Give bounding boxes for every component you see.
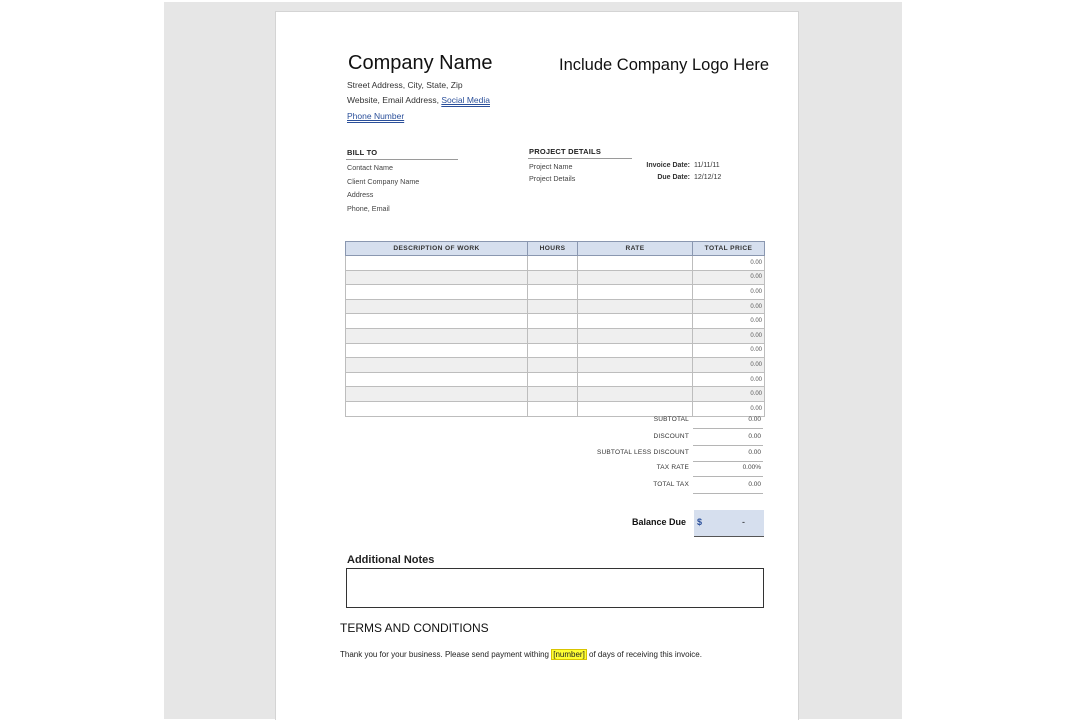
table-row: [346, 314, 765, 329]
rate-cell[interactable]: [578, 372, 693, 387]
due-date-label: Due Date:: [657, 174, 690, 181]
hours-cell[interactable]: [528, 285, 578, 300]
project-details-heading: PROJECT DETAILS: [529, 147, 602, 156]
table-row: [346, 372, 765, 387]
subtotal-label: SUBTOTAL: [653, 416, 689, 423]
description-cell[interactable]: [346, 299, 528, 314]
price-cell[interactable]: 0.00: [693, 387, 765, 402]
bill-to-divider: [346, 159, 458, 160]
street-address: Street Address, City, State, Zip: [347, 80, 463, 90]
rate-cell[interactable]: [578, 270, 693, 285]
total-tax-value: 0.00: [748, 481, 761, 488]
price-cell[interactable]: 0.00: [693, 299, 765, 314]
description-cell[interactable]: [346, 401, 528, 416]
rate-cell[interactable]: [578, 343, 693, 358]
table-row: [346, 387, 765, 402]
description-cell[interactable]: [346, 314, 528, 329]
description-cell[interactable]: [346, 387, 528, 402]
balance-due-label: Balance Due: [632, 517, 687, 527]
description-cell[interactable]: [346, 328, 528, 343]
subtotal-underline: [693, 428, 763, 429]
table-body: [346, 256, 765, 417]
discount-underline: [693, 445, 763, 446]
table-row: [346, 299, 765, 314]
additional-notes-title: Additional Notes: [347, 554, 435, 566]
hours-cell[interactable]: [528, 314, 578, 329]
hours-cell[interactable]: [528, 328, 578, 343]
hours-cell[interactable]: [528, 401, 578, 416]
subtotal-less-discount-label: SUBTOTAL LESS DISCOUNT: [596, 449, 689, 456]
rate-cell[interactable]: [578, 256, 693, 271]
additional-notes-box[interactable]: [346, 568, 764, 608]
hours-cell[interactable]: [528, 372, 578, 387]
bill-to-heading: BILL TO: [347, 148, 378, 157]
table-row: [346, 270, 765, 285]
invoice-date-label: Invoice Date:: [646, 162, 690, 169]
less-discount-underline: [693, 461, 763, 462]
rate-cell[interactable]: [578, 358, 693, 373]
column-header-description: DESCRIPTION OF WORK: [346, 242, 528, 256]
rate-cell[interactable]: [578, 299, 693, 314]
hours-cell[interactable]: [528, 270, 578, 285]
terms-text: [340, 650, 702, 659]
table-row: [346, 401, 765, 416]
price-cell[interactable]: 0.00: [693, 372, 765, 387]
tax-rate-value: 0.00%: [742, 464, 761, 471]
company-name: Company Name: [348, 52, 493, 74]
website-email: Website, Email Address,: [347, 95, 442, 105]
description-cell[interactable]: [346, 372, 528, 387]
invoice-page: [275, 11, 799, 720]
hours-cell[interactable]: [528, 358, 578, 373]
client-address: Address: [347, 190, 374, 199]
rate-cell[interactable]: [578, 387, 693, 402]
contact-line: [347, 95, 490, 105]
total-tax-underline: [693, 493, 763, 494]
hours-cell[interactable]: [528, 256, 578, 271]
phone-number-link[interactable]: Phone Number: [347, 111, 405, 121]
terms-text-start: Thank you for your business. Please send payment withing: [340, 650, 552, 659]
total-tax-label: TOTAL TAX: [653, 481, 689, 488]
tax-rate-underline: [693, 476, 763, 477]
price-cell[interactable]: 0.00: [693, 328, 765, 343]
rate-cell[interactable]: [578, 314, 693, 329]
price-cell[interactable]: 0.00: [693, 358, 765, 373]
hours-cell[interactable]: [528, 343, 578, 358]
balance-due-box: [694, 510, 764, 537]
column-header-rate: RATE: [578, 242, 693, 256]
table-header-row: [346, 242, 765, 256]
discount-value: 0.00: [748, 433, 761, 440]
price-cell[interactable]: 0.00: [693, 343, 765, 358]
table-row: [346, 358, 765, 373]
subtotal-value: 0.00: [748, 416, 761, 423]
number-placeholder-highlight: [number]: [553, 650, 585, 659]
invoice-items-table: [345, 241, 765, 417]
logo-placeholder: Include Company Logo Here: [559, 56, 770, 74]
table-row: [346, 343, 765, 358]
column-header-hours: HOURS: [528, 242, 578, 256]
client-company-name: Client Company Name: [347, 177, 420, 186]
description-cell[interactable]: [346, 270, 528, 285]
client-phone-email: Phone, Email: [347, 204, 390, 213]
rate-cell[interactable]: [578, 401, 693, 416]
project-details-divider: [528, 158, 632, 159]
project-details-text: Project Details: [529, 174, 576, 183]
price-cell[interactable]: 0.00: [693, 270, 765, 285]
hours-cell[interactable]: [528, 387, 578, 402]
terms-text-end: of days of receiving this invoice.: [586, 650, 702, 659]
price-cell[interactable]: 0.00: [693, 401, 765, 416]
invoice-date-value: 11/11/11: [694, 162, 720, 169]
balance-due-value: -: [742, 517, 745, 527]
contact-name: Contact Name: [347, 163, 393, 172]
hours-cell[interactable]: [528, 299, 578, 314]
rate-cell[interactable]: [578, 328, 693, 343]
price-cell[interactable]: 0.00: [693, 314, 765, 329]
table-row: [346, 328, 765, 343]
social-media-link[interactable]: Social Media: [441, 95, 490, 105]
description-cell[interactable]: [346, 358, 528, 373]
price-cell[interactable]: 0.00: [693, 256, 765, 271]
column-header-total-price: TOTAL PRICE: [693, 242, 765, 256]
discount-label: DISCOUNT: [653, 433, 689, 440]
subtotal-less-discount-value: 0.00: [748, 449, 761, 456]
description-cell[interactable]: [346, 256, 528, 271]
price-cell[interactable]: 0.00: [693, 285, 765, 300]
project-name: Project Name: [529, 162, 573, 171]
table-row: [346, 256, 765, 271]
rate-cell[interactable]: [578, 285, 693, 300]
due-date-value: 12/12/12: [694, 174, 722, 181]
table-row: [346, 285, 765, 300]
description-cell[interactable]: [346, 285, 528, 300]
tax-rate-label: TAX RATE: [656, 464, 689, 471]
currency-symbol: $: [697, 517, 703, 527]
terms-title: TERMS AND CONDITIONS: [340, 621, 489, 635]
description-cell[interactable]: [346, 343, 528, 358]
